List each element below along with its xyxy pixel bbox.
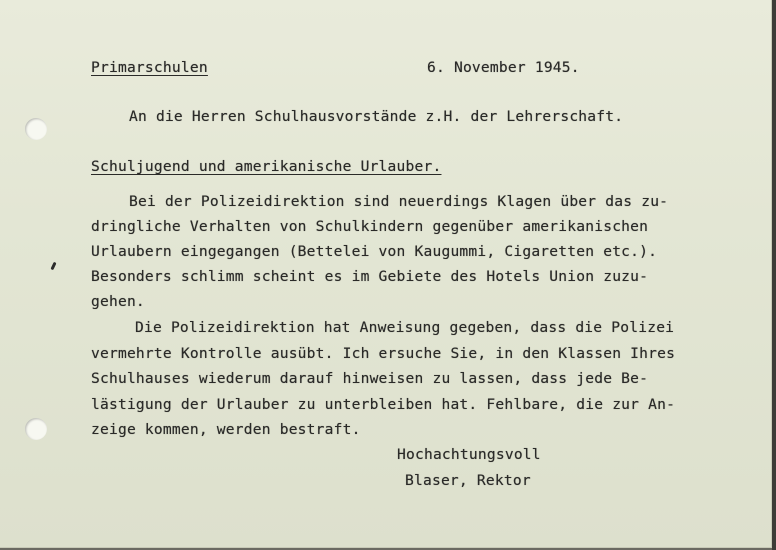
punch-hole-top xyxy=(25,118,47,140)
department-heading: Primarschulen xyxy=(91,59,208,76)
paragraph2-line: vermehrte Kontrolle ausübt. Ich ersuche Sie, in den Klassen Ihres xyxy=(91,345,676,362)
paragraph1-line: dringliche Verhalten von Schulkindern gegenüber amerikanischen xyxy=(91,218,649,235)
paragraph2-line: lästigung der Urlauber zu unterbleiben hat. Fehlbare, die zur An- xyxy=(91,396,676,413)
page-edge-shadow xyxy=(772,0,776,550)
signature-line: Blaser, Rektor xyxy=(405,472,531,489)
addressee-line: An die Herren Schulhausvorstände z.H. der Lehrerschaft. xyxy=(129,108,624,125)
paragraph2-line: Schulhauses wiederum darauf hinweisen zu lassen, dass jede Be- xyxy=(91,370,649,387)
paragraph1-line: Besonders schlimm scheint es im Gebiete des Hotels Union zuzu- xyxy=(91,268,649,285)
paragraph1-line: gehen. xyxy=(91,293,145,310)
letter-date: 6. November 1945. xyxy=(427,59,580,76)
punch-hole-bottom xyxy=(25,418,47,440)
paragraph2-line: zeige kommen, werden bestraft. xyxy=(91,421,361,438)
paragraph1-line: Bei der Polizeidirektion sind neuerdings Klagen über das zu- xyxy=(129,193,669,210)
ink-mark xyxy=(50,262,56,271)
closing-line: Hochachtungsvoll xyxy=(397,446,541,463)
paragraph1-line: Urlaubern eingegangen (Bettelei von Kaugummi, Cigaretten etc.). xyxy=(91,243,658,260)
paragraph2-line: Die Polizeidirektion hat Anweisung gegeben, dass die Polizei xyxy=(135,319,675,336)
subject-line: Schuljugend und amerikanische Urlauber. xyxy=(91,158,442,175)
